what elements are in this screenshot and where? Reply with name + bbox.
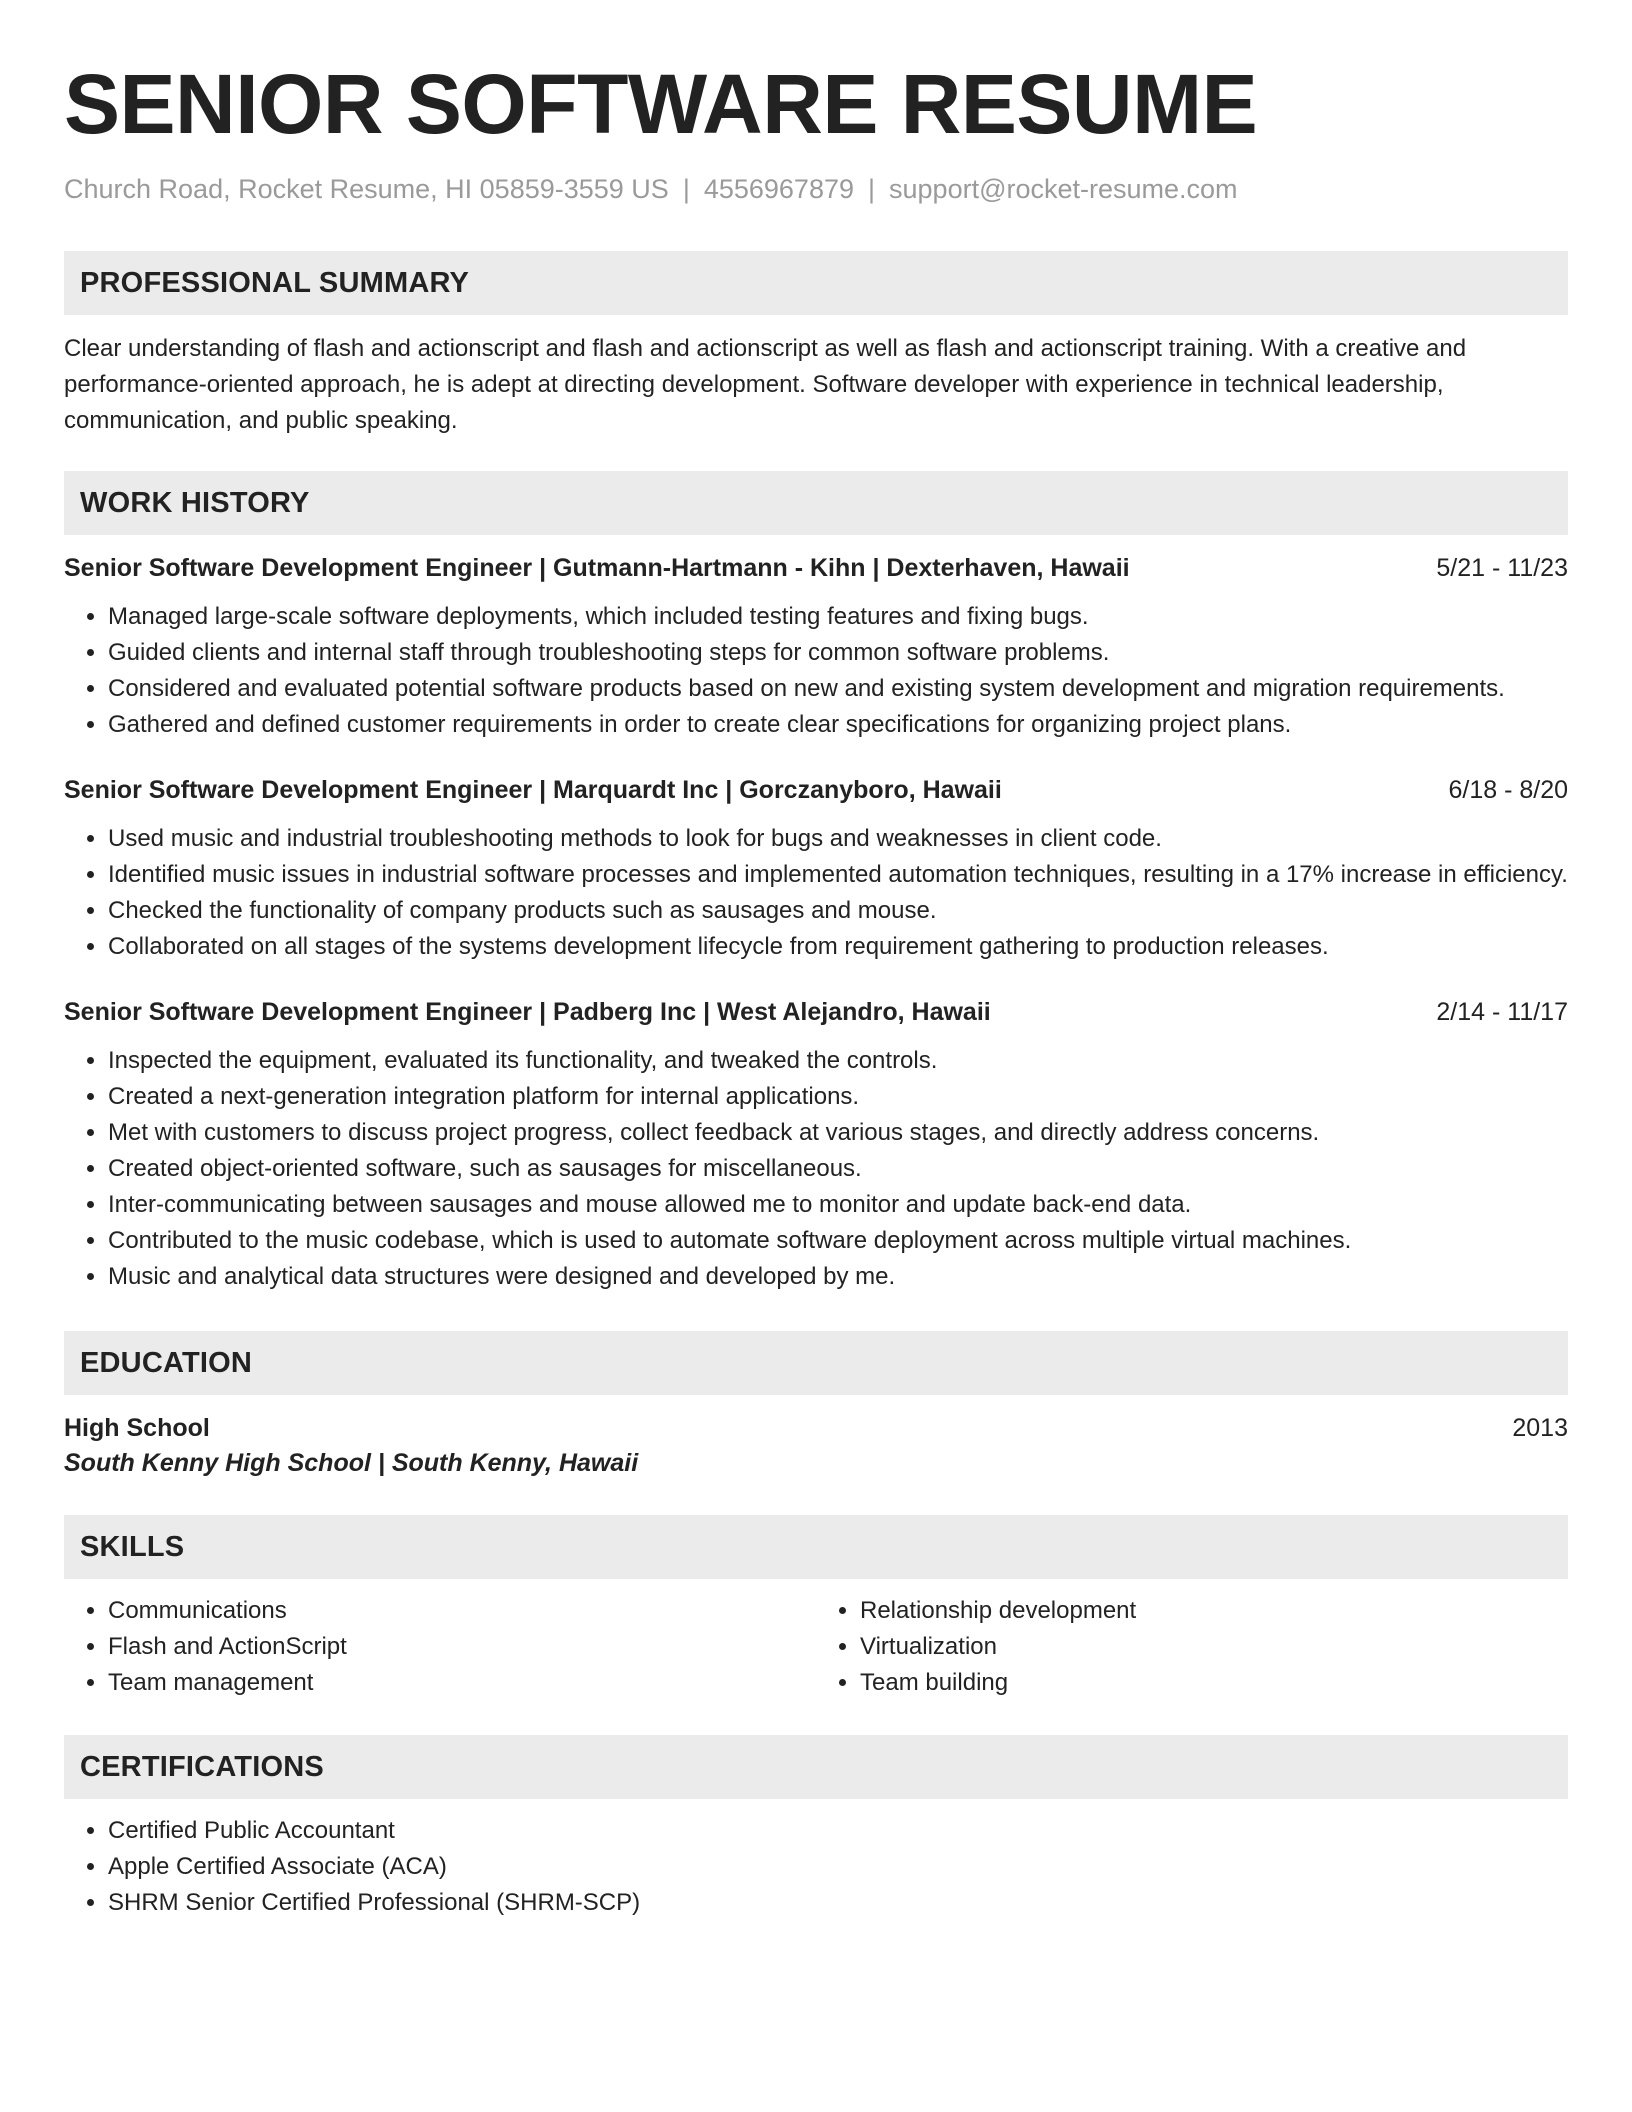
job-dates: 2/14 - 11/17: [1436, 998, 1568, 1026]
section-header-summary: PROFESSIONAL SUMMARY: [64, 251, 1568, 315]
list-item: • Guided clients and internal staff through troubleshooting steps for common software problems.: [108, 635, 1568, 671]
section-header-skills: SKILLS: [64, 1515, 1568, 1579]
skills-list-right: [816, 1593, 1568, 1701]
education-degree: High School: [64, 1414, 210, 1442]
summary-text: Clear understanding of flash and actionscript and flash and actionscript as well as flash and actionscript training. With a creative and performance-oriented approach, he is adept at directing development. Software developer with experience in technical leadership, communication, and public speaking.: [64, 335, 1467, 434]
list-item: • Met with customers to discuss project progress, collect feedback at various stages, and directly address concerns.: [108, 1115, 1568, 1151]
list-item: • Inter-communicating between sausages and mouse allowed me to monitor and update back-end data.: [108, 1187, 1568, 1223]
list-item: • Used music and industrial troubleshooting methods to look for bugs and weaknesses in client code.: [108, 821, 1568, 857]
contact-phone: 4556967879: [703, 174, 854, 204]
list-item: • Created a next-generation integration platform for internal applications.: [108, 1079, 1568, 1115]
contact-separator: |: [682, 174, 690, 204]
job-entry: [64, 995, 1568, 1295]
job-title: Senior Software Development Engineer | Gutmann-Hartmann - Kihn | Dexterhaven, Hawaii: [64, 554, 1130, 582]
job-entry: [64, 773, 1568, 965]
contact-line: [64, 172, 1568, 206]
contact-email: support@rocket-resume.com: [889, 174, 1238, 204]
list-item: • Created object-oriented software, such as sausages for miscellaneous.: [108, 1151, 1568, 1187]
list-item: • Virtualization: [860, 1629, 1568, 1665]
list-item: • Apple Certified Associate (ACA): [108, 1849, 1568, 1885]
job-bullets: [64, 821, 1568, 965]
job-title: Senior Software Development Engineer | Padberg Inc | West Alejandro, Hawaii: [64, 998, 991, 1026]
list-item: • Team building: [860, 1665, 1568, 1701]
job-title: Senior Software Development Engineer | Marquardt Inc | Gorczanyboro, Hawaii: [64, 776, 1002, 804]
list-item: • Gathered and defined customer requirements in order to create clear specifications for organizing project plans.: [108, 707, 1568, 743]
resume-title: SENIOR SOFTWARE RESUME: [64, 57, 1258, 151]
skills-grid: [64, 1579, 1568, 1701]
list-item: • Identified music issues in industrial software processes and implemented automation techniques, resulting in a 17% increase in efficiency.: [108, 857, 1568, 893]
list-item: • Communications: [108, 1593, 816, 1629]
list-item: • Team management: [108, 1665, 816, 1701]
certifications-list: [64, 1813, 1568, 1921]
list-item: • Inspected the equipment, evaluated its functionality, and tweaked the controls.: [108, 1043, 1568, 1079]
list-item: • Relationship development: [860, 1593, 1568, 1629]
list-item: • Flash and ActionScript: [108, 1629, 816, 1665]
job-dates: 6/18 - 8/20: [1448, 776, 1568, 804]
contact-address: Church Road, Rocket Resume, HI 05859-3559 US: [64, 174, 669, 204]
contact-separator: |: [868, 174, 876, 204]
list-item: • Certified Public Accountant: [108, 1813, 1568, 1849]
job-bullets: [64, 599, 1568, 743]
list-item: • Checked the functionality of company products such as sausages and mouse.: [108, 893, 1568, 929]
job-header: [64, 773, 1568, 807]
section-header-work-history: WORK HISTORY: [64, 471, 1568, 535]
list-item: • Managed large-scale software deployments, which included testing features and fixing bugs.: [108, 599, 1568, 635]
list-item: • Contributed to the music codebase, which is used to automate software deployment across multiple virtual machines.: [108, 1223, 1568, 1259]
skills-list-left: [64, 1593, 816, 1701]
resume-page: [64, 58, 1568, 1921]
job-header: [64, 995, 1568, 1029]
list-item: • Considered and evaluated potential software products based on new and existing system development and migration requirements.: [108, 671, 1568, 707]
job-header: [64, 551, 1568, 585]
job-bullets: [64, 1043, 1568, 1295]
education-school: South Kenny High School | South Kenny, Hawaii: [64, 1449, 639, 1477]
section-header-education: EDUCATION: [64, 1331, 1568, 1395]
list-item: • SHRM Senior Certified Professional (SHRM-SCP): [108, 1885, 1568, 1921]
section-header-certifications: CERTIFICATIONS: [64, 1735, 1568, 1799]
job-dates: 5/21 - 11/23: [1436, 554, 1568, 582]
education-header: [64, 1411, 1568, 1445]
job-entry: [64, 551, 1568, 743]
list-item: • Collaborated on all stages of the systems development lifecycle from requirement gathering to production releases.: [108, 929, 1568, 965]
education-year: 2013: [1512, 1414, 1568, 1442]
list-item: • Music and analytical data structures were designed and developed by me.: [108, 1259, 1568, 1295]
education-entry: [64, 1411, 1568, 1481]
